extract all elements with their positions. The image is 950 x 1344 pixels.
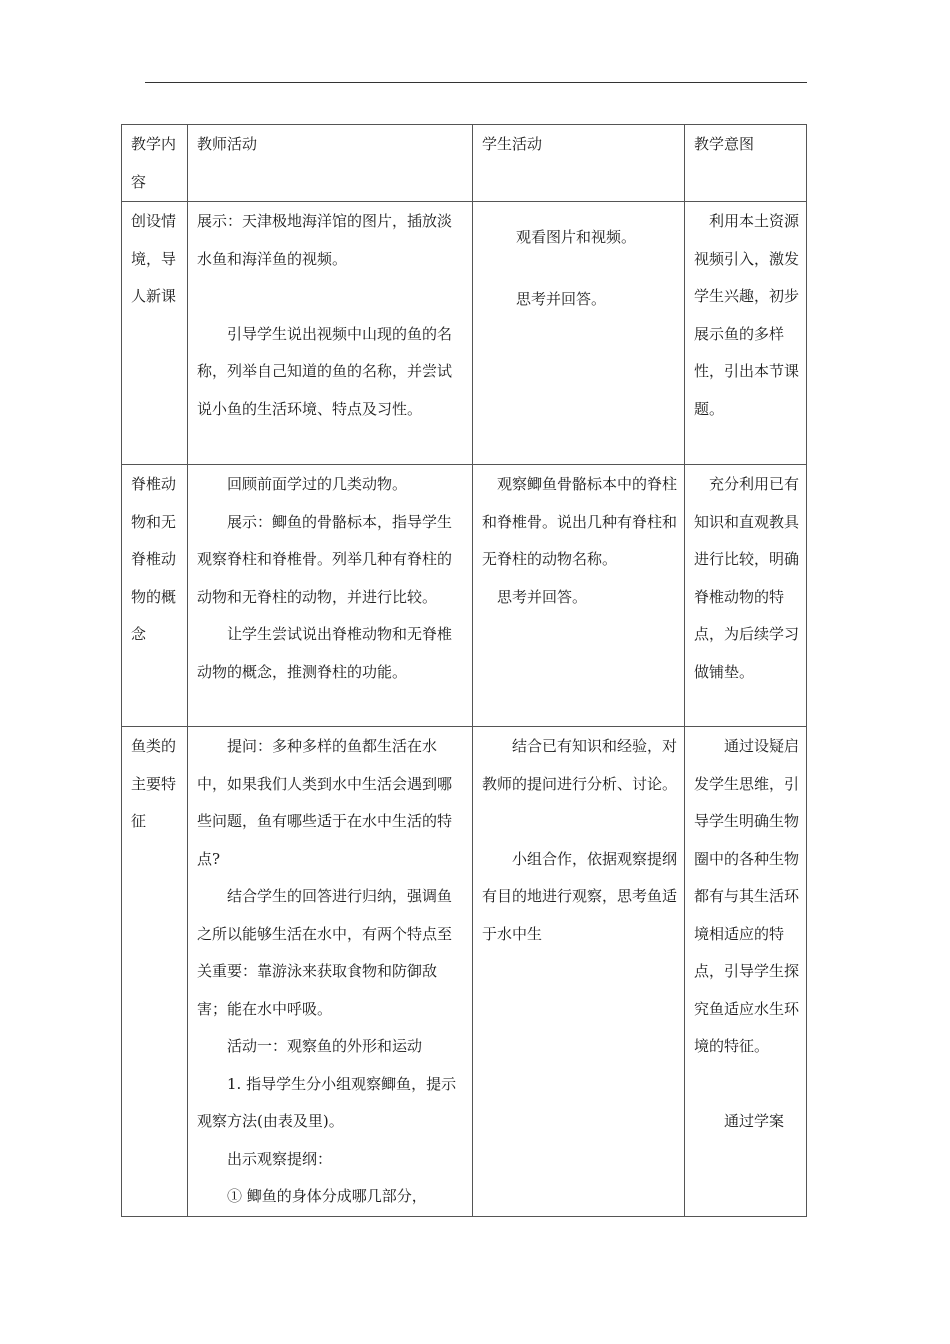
header-cell-intent: 教学意图	[685, 125, 807, 202]
student-paragraph: 思考并回答。	[516, 289, 607, 308]
teacher-paragraph: ① 鲫鱼的身体分成哪几部分，	[227, 1187, 427, 1205]
lesson-plan-table	[121, 124, 807, 1217]
intent-paragraph: 通过设疑启发学生思维，引导学生明确生物圈中的各种生物都有与其生活环境相适应的特点，引导学生探究鱼适应水生环境的特征。	[694, 737, 800, 1055]
teacher-paragraph: 让学生尝试说出脊椎动物和无脊椎动物的概念，推测脊柱的功能。	[197, 625, 453, 681]
teacher-paragraph: 引导学生说出视频中山现的鱼的名称，列举自己知道的鱼的名称，并尝试说小鱼的生活环境、特点及习性。	[197, 324, 453, 418]
intent-paragraph: 通过学案	[724, 1112, 785, 1130]
row-content-cell: 脊椎动物和无脊椎动物的概念	[122, 465, 188, 727]
student-paragraph: 结合已有知识和经验，对教师的提问进行分析、讨论。	[482, 737, 678, 793]
teacher-paragraph: 出示观察提纲：	[227, 1149, 333, 1168]
table-row	[122, 202, 807, 465]
teacher-activity-cell	[188, 465, 473, 727]
table-row	[122, 465, 807, 727]
student-paragraph: 小组合作，依据观察提纲有目的地进行观察，思考鱼适于水中生	[482, 849, 678, 943]
teacher-activity-cell	[188, 202, 473, 465]
teacher-paragraph: 提问：多种多样的鱼都生活在水中，如果我们人类到水中生活会遇到哪些问题，鱼有哪些适于在水中生活的特点?	[197, 737, 453, 868]
intent-cell	[685, 465, 807, 727]
header-cell-content: 教学内容	[122, 125, 188, 202]
teacher-paragraph: 展示：鲫鱼的骨骼标本，指导学生观察脊柱和脊椎骨。列举几种有脊柱的动物和无脊柱的动物，并进行比较。	[197, 512, 453, 606]
teacher-paragraph: 1. 指导学生分小组观察鲫鱼，提示观察方法(由表及里)。	[197, 1074, 457, 1130]
table-header-row	[122, 125, 807, 202]
row-content-cell: 创设情境，导人新课	[122, 202, 188, 465]
header-cell-teacher: 教师活动	[188, 125, 473, 202]
header-rule	[145, 82, 807, 83]
teacher-activity-cell	[188, 727, 473, 1217]
student-activity-cell	[473, 465, 685, 727]
student-activity-cell	[473, 727, 685, 1217]
intent-paragraph: 利用本土资源视频引入，激发学生兴趣，初步展示鱼的多样性，引出本节课题。	[694, 212, 800, 418]
intent-cell	[685, 202, 807, 465]
teacher-paragraph: 活动一：观察鱼的外形和运动	[227, 1037, 423, 1055]
teacher-paragraph: 回顾前面学过的几类动物。	[227, 475, 408, 493]
student-paragraph: 观看图片和视频。	[516, 228, 637, 246]
row-content-cell: 鱼类的主要特征	[122, 727, 188, 1217]
header-cell-student: 学生活动	[473, 125, 685, 202]
student-paragraph: 观察鲫鱼骨骼标本中的脊柱和脊椎骨。说出几种有脊柱和无脊柱的动物名称。	[482, 475, 678, 568]
intent-paragraph: 充分利用已有知识和直观教具进行比较，明确脊椎动物的特点，为后续学习做铺垫。	[694, 475, 800, 681]
table-row	[122, 727, 807, 1217]
teacher-paragraph: 展示：天津极地海洋馆的图片，插放淡水鱼和海洋鱼的视频。	[197, 212, 453, 268]
student-activity-cell	[473, 202, 685, 465]
intent-cell	[685, 727, 807, 1217]
teacher-paragraph: 结合学生的回答进行归纳，强调鱼之所以能够生活在水中，有两个特点至关重要：靠游泳来获取食物和防御敌害；能在水中呼吸。	[197, 887, 453, 1018]
student-paragraph: 思考并回答。	[497, 587, 588, 606]
